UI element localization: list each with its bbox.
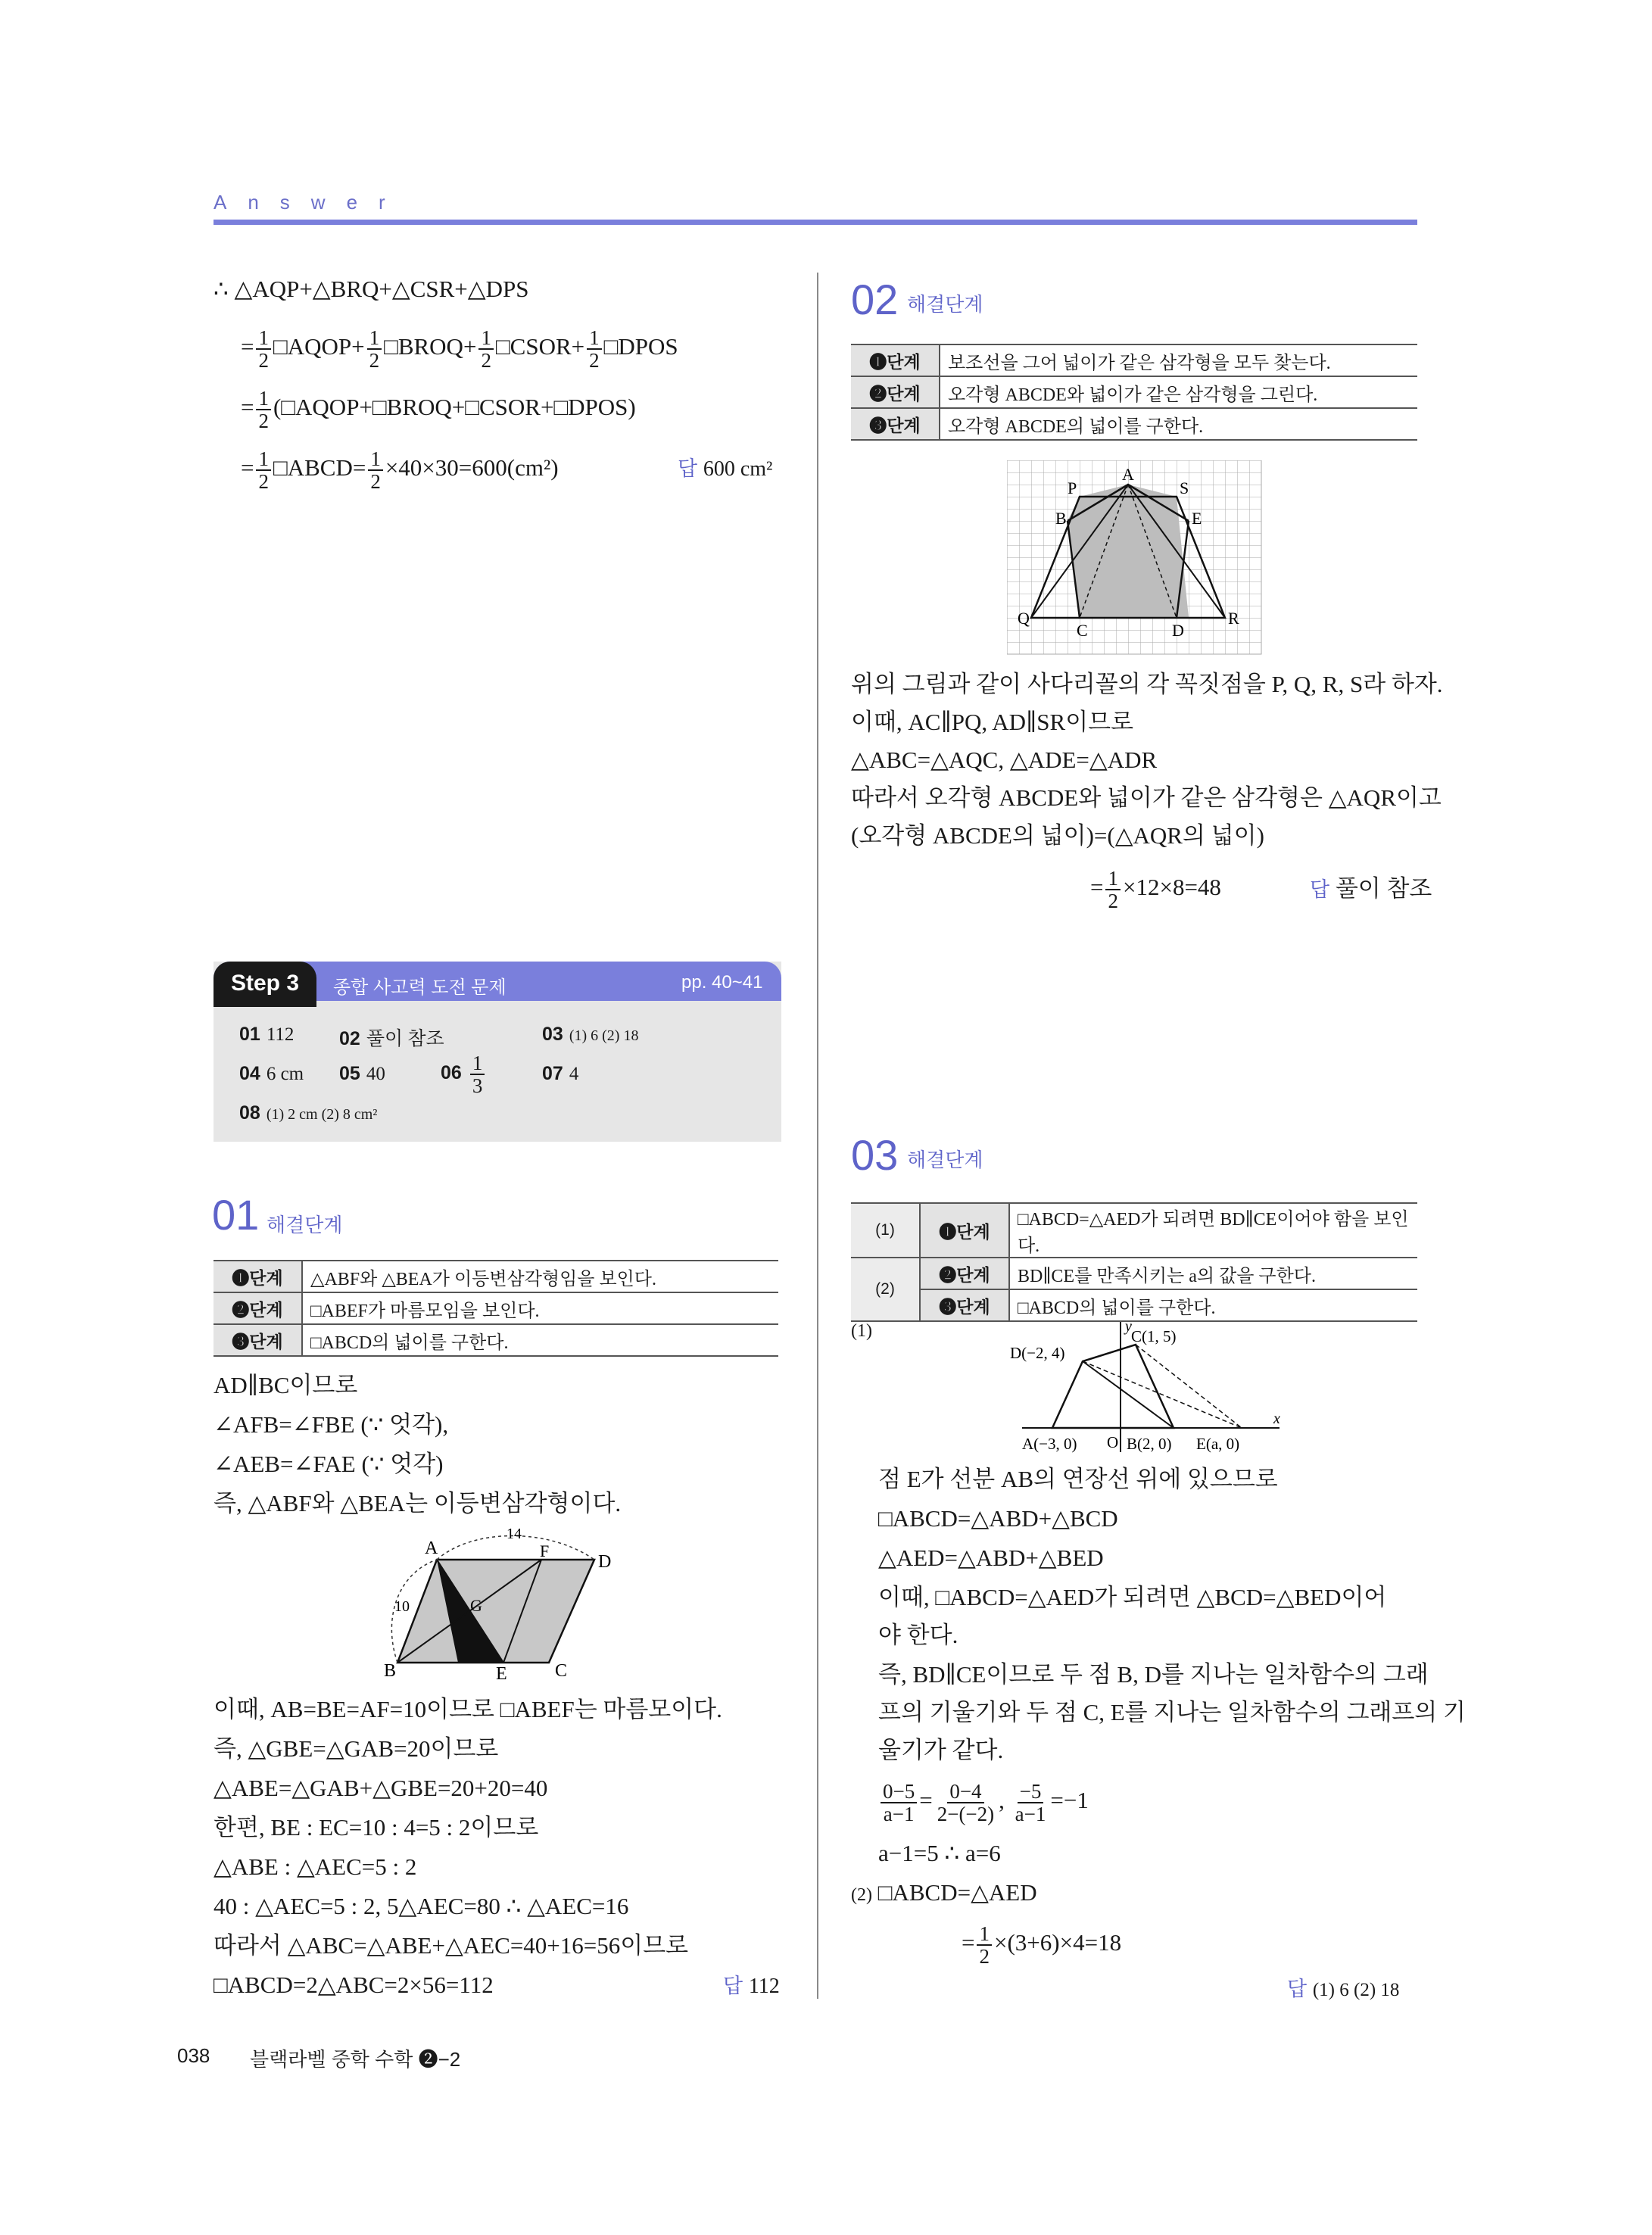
step3-title: 종합 사고력 도전 문제 <box>333 977 507 998</box>
fig3-label-b: B(2, 0) <box>1127 1435 1172 1453</box>
fig3-label-a: A(−3, 0) <box>1022 1435 1077 1453</box>
answer-112: 답 112 <box>723 1975 780 1998</box>
s01-after-6: 40 : △AEC=5 : 2, 5△AEC=80 ∴ △AEC=16 <box>214 1893 629 1919</box>
fraction: $\frac{1}{2}$ <box>478 327 494 371</box>
s03-line-4: 이때, □ABCD=△AED가 되려면 △BCD=△BED이어 <box>878 1584 1387 1610</box>
answer-key-07: 07 4 <box>542 1063 579 1084</box>
s01-line-4: 즉, △ABF와 △BEA는 이등변삼각형이다. <box>214 1490 622 1516</box>
axis-x-label: x <box>1273 1411 1280 1427</box>
fig2-label-p: P <box>1068 478 1077 497</box>
answer-key-04: 04 6 cm <box>239 1063 304 1084</box>
fraction: $\frac{1}{2}$ <box>256 388 271 432</box>
s03-line-5: 야 한다. <box>878 1622 958 1648</box>
s01-after-2: 즉, △GBE=△GAB=20이므로 <box>214 1735 499 1762</box>
step3-pages: pp. 40~41 <box>681 972 763 993</box>
fig2-label-b: B <box>1055 509 1067 528</box>
part-2-line: (2) □ABCD=△AED <box>851 1879 1037 1906</box>
fraction: $\frac{1}{2}$ <box>367 327 382 371</box>
s02-line-5: (오각형 ABCDE의 넓이)=(△AQR의 넓이) <box>851 822 1264 849</box>
solve-a: a−1=5 ∴ a=6 <box>878 1840 1001 1866</box>
header-rule <box>214 220 1417 225</box>
s03-line-3: △AED=△ABD+△BED <box>878 1545 1104 1571</box>
s03-line-7: 프의 기울기와 두 점 C, E를 지나는 일차함수의 그래프의 기 <box>878 1699 1466 1725</box>
s03-line-8: 울기가 같다. <box>878 1737 1004 1763</box>
s01-line-1: AD∥BC이므로 <box>214 1372 358 1398</box>
part-1-label: (1) <box>851 1321 872 1341</box>
fig2-label-q: Q <box>1018 609 1030 628</box>
eq-sign: = <box>241 333 254 360</box>
answer-6-18: 답 (1) 6 (2) 18 <box>1287 1978 1400 2000</box>
slope-equation: $\frac{0-5}{a-1}$ = $\frac{0-4}{2-(-2)}$ , $\frac{-5}{a-1}$ =−1 <box>878 1781 1089 1825</box>
section-03-label: 해결단계 <box>907 1149 983 1171</box>
fig3-label-c: C(1, 5) <box>1131 1327 1177 1345</box>
s01-line-2: ∠AFB=∠FBE (∵ 엇각), <box>214 1411 449 1438</box>
answer-key-08: 08 (1) 2 cm (2) 8 cm² <box>239 1102 378 1124</box>
sum-line-3: = $\frac{1}{2}$ (□AQOP+□BROQ+□CSOR+□DPOS) <box>241 387 636 432</box>
fig-label-c: C <box>555 1661 568 1679</box>
answer-key-06: 06 $\frac{1}{3}$ <box>441 1052 487 1096</box>
fig2-label-r: R <box>1228 609 1239 628</box>
s03-line-2: □ABCD=△ABD+△BCD <box>878 1505 1118 1532</box>
section-03-number: 03 <box>851 1131 899 1179</box>
fraction: $\frac{1}{2}$ <box>256 448 271 492</box>
fig-label-a: A <box>425 1538 438 1558</box>
section-03-steps-table: (1) ❶단계 □ABCD=△AED가 되려면 BD∥CE이어야 함을 보인다. (2) ❷단계 BD∥CE를 만족시키는 a의 값을 구한다. ❸단계 □ABCD의 넓이를 구한다. <box>851 1202 1417 1322</box>
page-number: 038 <box>177 2044 210 2067</box>
section-02-number: 02 <box>851 276 899 323</box>
fig2-label-s: S <box>1180 478 1189 497</box>
coordinate-figure <box>1007 1314 1287 1458</box>
s02-line-6: = $\frac{1}{2}$ ×12×8=48 <box>1090 867 1221 912</box>
fraction: $\frac{1}{2}$ <box>368 448 383 492</box>
fig-label-f: F <box>540 1541 550 1560</box>
answer-key-05: 05 40 <box>339 1063 385 1084</box>
header-word: Answer <box>214 191 407 214</box>
fig2-label-e: E <box>1192 509 1202 528</box>
answer-key-02: 02 풀이 참조 <box>339 1028 444 1049</box>
fig3-label-e: E(a, 0) <box>1196 1435 1240 1453</box>
column-divider <box>817 273 818 1999</box>
answer-key-03: 03 (1) 6 (2) 18 <box>542 1024 639 1045</box>
answer-key-01: 01 112 <box>239 1024 295 1045</box>
section-01-number: 01 <box>212 1191 260 1239</box>
section-01-steps-table: ❶단계 △ABF와 △BEA가 이등변삼각형임을 보인다. ❷단계 □ABEF가 마름모임을 보인다. ❸단계 □ABCD의 넓이를 구한다. <box>214 1260 778 1357</box>
sum-line-1: ∴ △AQP+△BRQ+△CSR+△DPS <box>214 276 529 302</box>
answer-see-solution: 답 풀이 참조 <box>1310 875 1432 902</box>
s01-after-7: 따라서 △ABC=△ABE+△AEC=40+16=56이므로 <box>214 1932 689 1959</box>
fig2-label-c: C <box>1077 621 1088 640</box>
fig-label-b: B <box>384 1661 397 1679</box>
s02-line-4: 따라서 오각형 ABCDE와 넓이가 같은 삼각형은 △AQR이고 <box>851 784 1442 811</box>
s01-after-5: △ABE : △AEC=5 : 2 <box>214 1853 417 1880</box>
sum-line-4: = $\frac{1}{2}$ □ABCD= $\frac{1}{2}$ ×40×30=600(cm²) <box>241 447 559 493</box>
fig-length-10: 10 <box>394 1598 410 1615</box>
axis-y-label: y <box>1125 1318 1132 1335</box>
fig-label-d: D <box>598 1552 612 1572</box>
fig2-label-a: A <box>1122 465 1134 484</box>
fraction: $\frac{1}{2}$ <box>256 327 271 371</box>
answer-600: 답 600 cm² <box>678 457 773 481</box>
book-title: 블랙라벨 중학 수학 ❷−2 <box>250 2048 461 2071</box>
fig-label-e: E <box>496 1664 507 1679</box>
s03-line-6: 즉, BD∥CE이므로 두 점 B, D를 지나는 일차함수의 그래 <box>878 1661 1429 1688</box>
parallelogram-figure <box>382 1528 632 1679</box>
trapezoid-grid-figure <box>1007 460 1268 659</box>
fig2-label-d: D <box>1172 621 1184 640</box>
s01-line-3: ∠AEB=∠FAE (∵ 엇각) <box>214 1451 444 1477</box>
section-02-label: 해결단계 <box>907 293 983 316</box>
part-2-calc: = $\frac{1}{2}$ ×(3+6)×4=18 <box>962 1922 1122 1968</box>
s02-line-1: 위의 그림과 같이 사다리꼴의 각 꼭짓점을 P, Q, R, S라 하자. <box>851 671 1443 697</box>
fig3-label-o: O <box>1107 1433 1119 1451</box>
s02-line-2: 이때, AC∥PQ, AD∥SR이므로 <box>851 709 1134 735</box>
fraction: $\frac{1}{2}$ <box>587 327 602 371</box>
s01-after-3: △ABE=△GAB+△GBE=20+20=40 <box>214 1775 548 1801</box>
section-01-label: 해결단계 <box>267 1214 343 1236</box>
s01-after-4: 한편, BE : EC=10 : 4=5 : 2이므로 <box>214 1814 539 1841</box>
fig3-label-d: D(−2, 4) <box>1010 1344 1065 1362</box>
fig-length-14: 14 <box>507 1528 522 1542</box>
s03-line-1: 점 E가 선분 AB의 연장선 위에 있으므로 <box>878 1466 1278 1492</box>
s02-line-3: △ABC=△AQC, △ADE=△ADR <box>851 747 1158 773</box>
sum-line-2: = $\frac{1}{2}$ □AQOP+ $\frac{1}{2}$ □BROQ+ $\frac{1}{2}$ □CSOR+ $\frac{1}{2}$ □DPOS <box>241 326 678 372</box>
s01-after-8: □ABCD=2△ABC=2×56=112 <box>214 1972 494 1998</box>
step3-tab: Step 3 <box>214 962 316 1007</box>
fig-label-g: G <box>470 1596 482 1615</box>
section-02-steps-table: ❶단계 보조선을 그어 넓이가 같은 삼각형을 모두 찾는다. ❷단계 오각형 ABCDE와 넓이가 같은 삼각형을 그린다. ❸단계 오각형 ABCDE의 넓이를 구한다. <box>851 344 1417 441</box>
s01-after-1: 이때, AB=BE=AF=10이므로 □ABEF는 마름모이다. <box>214 1696 722 1722</box>
